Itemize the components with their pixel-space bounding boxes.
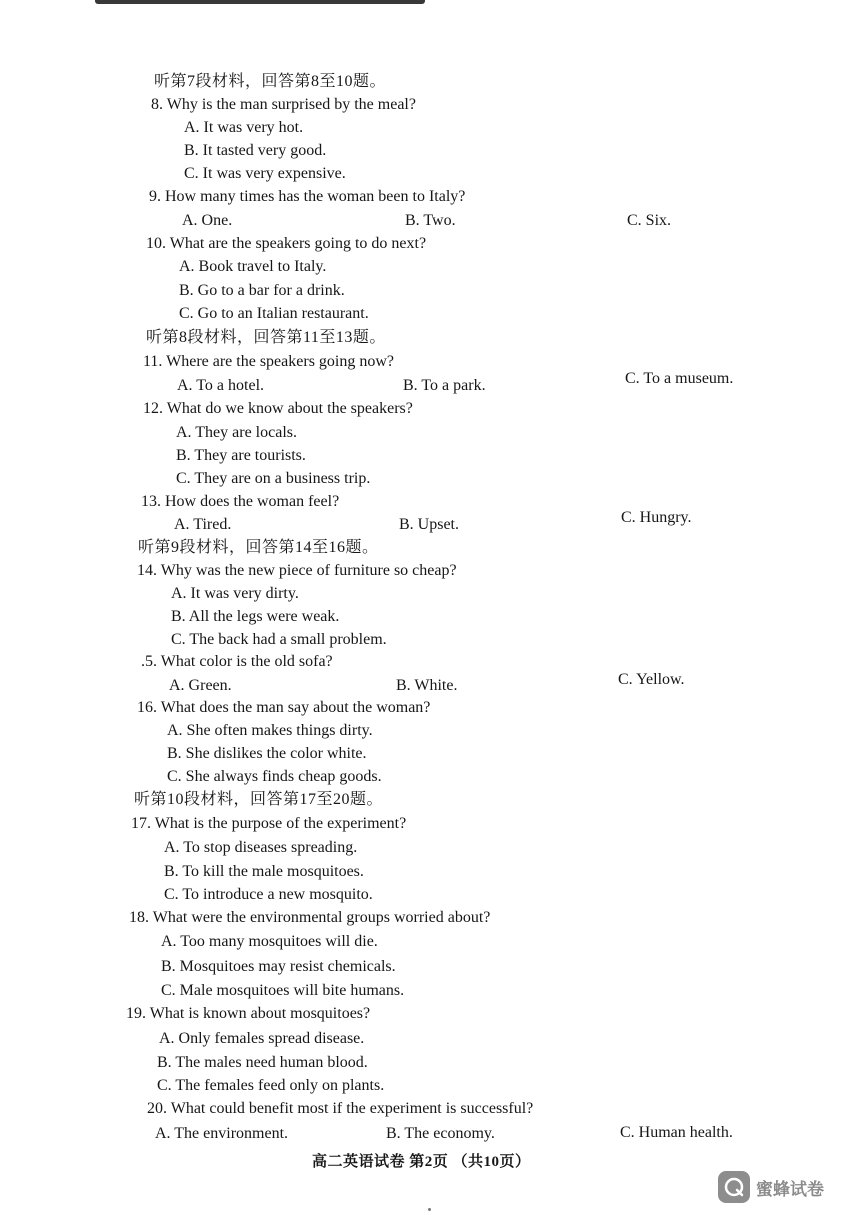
question-text: 11. Where are the speakers going now? [143,353,395,370]
answer-option: A. It was very hot. [184,119,304,136]
section-instruction: 听第10段材料，回答第17至20题。 [134,791,384,808]
question-text: 20. What could benefit most if the experiment is successful? [147,1100,534,1117]
watermark-text: 蜜蜂试卷 [756,1179,824,1200]
answer-option: B. It tasted very good. [184,142,327,159]
answer-option: C. It was very expensive. [184,165,346,182]
answer-option: B. The economy. [386,1125,495,1142]
answer-option: C. Hungry. [621,509,692,526]
answer-option: A. Green. [169,677,232,694]
answer-option: C. Go to an Italian restaurant. [179,305,369,322]
question-text: 18. What were the environmental groups worried about? [129,909,491,926]
answer-option: A. Too many mosquitoes will die. [161,933,378,950]
answer-option: B. The males need human blood. [157,1054,368,1071]
question-text: 16. What does the man say about the woman? [137,699,431,716]
watermark-logo [718,1170,836,1204]
answer-option: B. She dislikes the color white. [167,745,367,762]
question-text: 12. What do we know about the speakers? [143,400,413,417]
section-instruction: 听第8段材料，回答第11至13题。 [146,329,386,346]
answer-option: B. Mosquitoes may resist chemicals. [161,958,396,975]
answer-option: B. To a park. [403,377,486,394]
answer-option: A. It was very dirty. [171,585,299,602]
answer-option: C. She always finds cheap goods. [167,768,382,785]
question-text: 14. Why was the new piece of furniture so cheap? [137,562,457,579]
answer-option: C. Male mosquitoes will bite humans. [161,982,405,999]
answer-option: B. White. [396,677,458,694]
page-footer: 高二英语试卷 第2页 （共10页） [312,1154,531,1170]
top-edge-strip [95,0,425,4]
answer-option: C. The back had a small problem. [171,631,387,648]
answer-option: A. One. [182,212,233,229]
question-text: 17. What is the purpose of the experiment? [131,815,407,832]
answer-option: B. All the legs were weak. [171,608,340,625]
answer-option: B. Two. [405,212,456,229]
question-text: 9. How many times has the woman been to Italy? [149,188,466,205]
answer-option: B. They are tourists. [176,447,306,464]
answer-option: A. To stop diseases spreading. [164,839,358,856]
question-text: 19. What is known about mosquitoes? [126,1005,371,1022]
answer-option: B. Go to a bar for a drink. [179,282,345,299]
answer-option: C. To a museum. [625,370,734,387]
question-text: 13. How does the woman feel? [141,493,340,510]
answer-option: C. Yellow. [618,671,685,688]
answer-option: A. Only females spread disease. [159,1030,365,1047]
bee-logo-icon [718,1171,750,1203]
answer-option: A. Book travel to Italy. [179,258,327,275]
answer-option: C. Six. [627,212,672,229]
answer-option: A. The environment. [155,1125,289,1142]
answer-option: C. To introduce a new mosquito. [164,886,373,903]
scan-dot [428,1208,431,1211]
question-text: 10. What are the speakers going to do next? [146,235,427,252]
answer-option: B. To kill the male mosquitoes. [164,863,364,880]
answer-option: A. They are locals. [176,424,297,441]
answer-option: C. Human health. [620,1124,733,1141]
answer-option: B. Upset. [399,516,459,533]
section-instruction: 听第9段材料，回答第14至16题。 [138,539,379,556]
answer-option: C. They are on a business trip. [176,470,371,487]
question-text: 8. Why is the man surprised by the meal? [151,96,416,113]
answer-option: C. The females feed only on plants. [157,1077,385,1094]
answer-option: A. She often makes things dirty. [167,722,373,739]
question-text: .5. What color is the old sofa? [141,653,333,670]
answer-option: A. To a hotel. [177,377,265,394]
section-instruction: 听第7段材料，回答第8至10题。 [154,73,387,90]
answer-option: A. Tired. [174,516,232,533]
